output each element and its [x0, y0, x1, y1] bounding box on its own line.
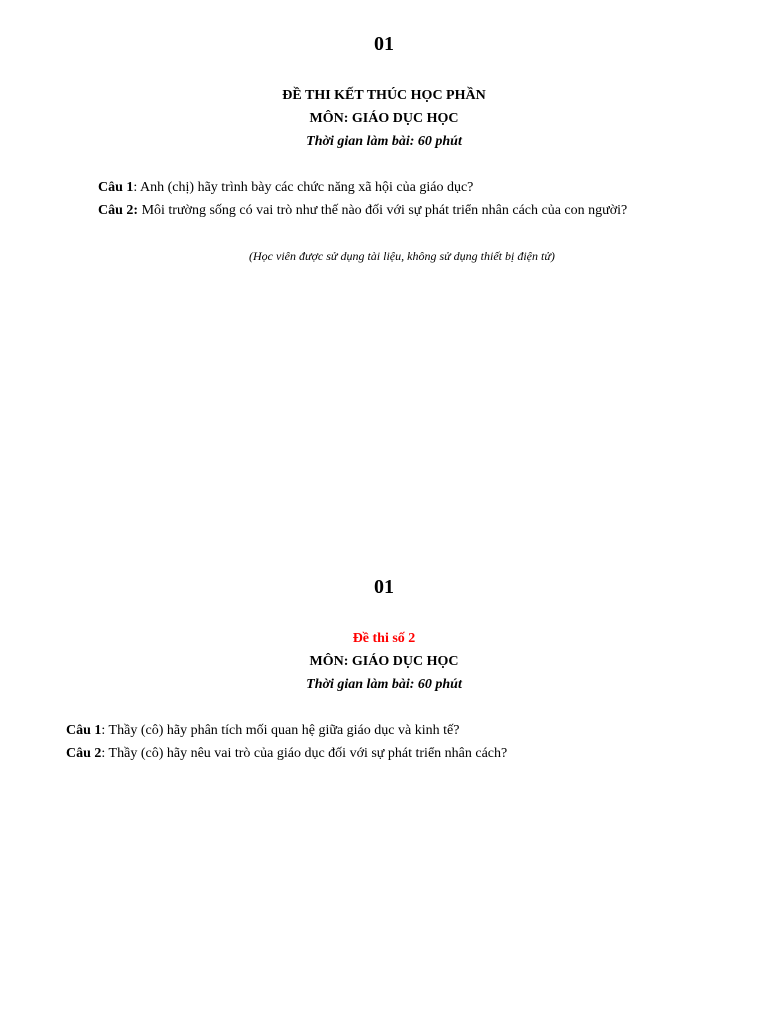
question-label: Câu 2 — [66, 746, 102, 761]
question-text: Thầy (cô) hãy phân tích mối quan hệ giữa giáo dục và kinh tế? — [108, 723, 460, 738]
exam1-question-1 — [98, 180, 473, 196]
exam1-heading: ĐỀ THI KẾT THÚC HỌC PHẦN — [282, 88, 486, 103]
exam1-page-number: 01 — [374, 33, 394, 55]
exam2-time: Thời gian làm bài: 60 phút — [306, 677, 462, 692]
question-label: Câu 1 — [98, 180, 134, 195]
exam1-question-2 — [98, 203, 627, 219]
exam2-question-2 — [66, 746, 507, 762]
exam2-subject: MÔN: GIÁO DỤC HỌC — [309, 654, 459, 669]
question-separator: : — [101, 723, 109, 738]
question-separator: : — [101, 746, 109, 761]
exam1-subject: MÔN: GIÁO DỤC HỌC — [309, 111, 459, 126]
exam2-question-1 — [66, 723, 459, 739]
question-text: Anh (chị) hãy trình bày các chức năng xã hội của giáo dục? — [140, 180, 474, 195]
question-text: Thầy (cô) hãy nêu vai trò của giáo dục đối với sự phát triển nhân cách? — [108, 746, 508, 761]
exam1-time: Thời gian làm bài: 60 phút — [306, 134, 462, 149]
question-text: Môi trường sống có vai trò như thế nào đối với sự phát triển nhân cách của con người? — [141, 203, 628, 218]
exam1-note: (Học viên được sử dụng tài liệu, không sử dụng thiết bị điện tử) — [249, 249, 555, 263]
exam2-page-number: 01 — [374, 576, 394, 598]
exam2-heading: Đề thi số 2 — [352, 631, 416, 646]
question-label: Câu 1 — [66, 723, 102, 738]
question-separator: : — [133, 180, 141, 195]
question-label: Câu 2: — [98, 203, 139, 218]
